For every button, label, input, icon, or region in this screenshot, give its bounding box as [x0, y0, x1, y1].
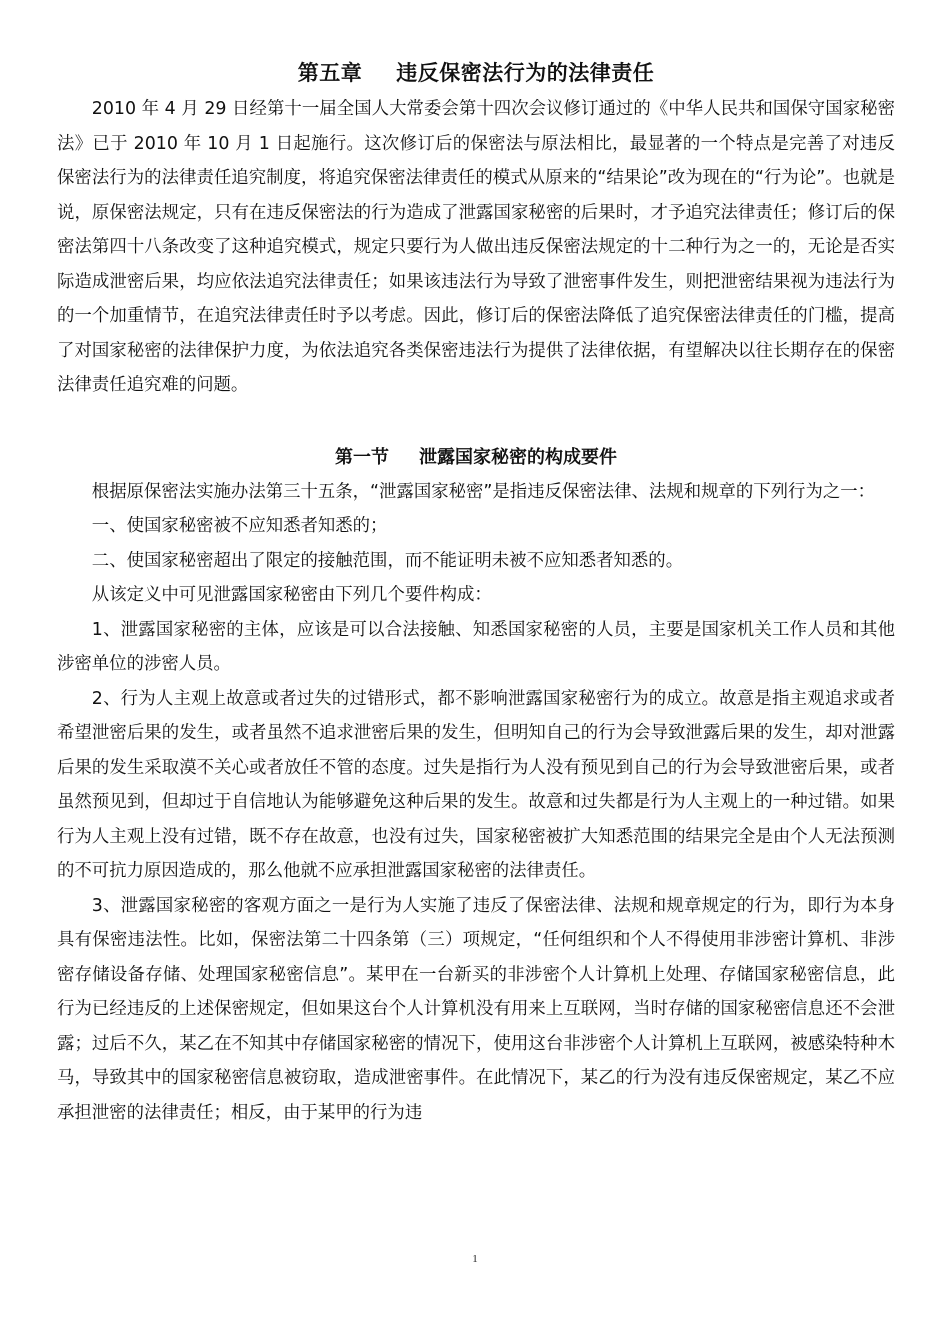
definition-paragraph: 根据原保密法实施办法第三十五条，“泄露国家秘密”是指违反保密法律、法规和规章的下列行为之一：: [91, 481, 876, 502]
definition-item-1: 一、使国家秘密被不应知悉者知悉的；: [91, 516, 388, 536]
element-1-paragraph: 1、泄露国家秘密的主体，应该是可以合法接触、知悉国家秘密的人员，主要是国家机关工作人员和其他涉密单位的涉密人员。: [57, 619, 895, 674]
chapter-title: [57, 56, 895, 90]
section-number: 第一节: [335, 446, 389, 468]
elements-intro-paragraph: 从该定义中可见泄露国家秘密由下列几个要件构成：: [91, 585, 492, 605]
element-2-paragraph: 2、行为人主观上故意或者过失的过错形式，都不影响泄露国家秘密行为的成立。故意是指主观追求或者希望泄密后果的发生，或者虽然不追求泄密后果的发生，但明知自己的行为会导致泄露后果的发生，却对泄露后果的发生采取漠不关心或者放任不管的态度。过失是指行为人没有预见到自己的行为会导致泄密后果，或者虽然预见到，但却过于自信地认为能够避免这种后果的发生。故意和过失都是行为人主观上的一种过错。如果行为人主观上没有过错，既不存在故意，也没有过失，国家秘密被扩大知悉范围的结果完全是由个人无法预测的不可抗力原因造成的，那么他就不应承担泄露国家秘密的法律责任。: [57, 688, 895, 881]
document-page: [57, 56, 895, 1130]
element-3-paragraph: 3、泄露国家秘密的客观方面之一是行为人实施了违反了保密法律、法规和规章规定的行为，即行为本身具有保密违法性。比如，保密法第二十四条第（三）项规定，“任何组织和个人不得使用非涉密计算机、非涉密存储设备存储、处理国家秘密信息”。某甲在一台新买的非涉密个人计算机上处理、存储国家秘密信息，此行为已经违反的上述保密规定，但如果这台个人计算机没有用来上互联网，当时存储的国家秘密信息还不会泄露；过后不久，某乙在不知其中存储国家秘密的情况下，使用这台非涉密个人计算机上互联网，被感染特种木马，导致其中的国家秘密信息被窃取，造成泄密事件。在此情况下，某乙的行为没有违反保密规定，某乙不应承担泄密的法律责任；相反，由于某甲的行为违: [57, 895, 895, 1123]
section-name: 泄露国家秘密的构成要件: [419, 446, 617, 468]
definition-item-2: 二、使国家秘密超出了限定的接触范围，而不能证明未被不应知悉者知悉的。: [91, 550, 684, 571]
intro-paragraph: 2010 年 4 月 29 日经第十一届全国人大常委会第十四次会议修订通过的《中华人民共和国保守国家秘密法》已于 2010 年 10 月 1 日起施行。这次修订后的保密法与原法相比，最显著的一个特点是完善了对违反保密法行为的法律责任追究制度，将追究保密法律责任的模式从原来的“结果论”改为现在的“行为论”。也就是说，原保密法规定，只有在违反保密法的行为造成了泄露国家秘密的后果时，才予追究法律责任；修订后的保密法第四十八条改变了这种追究模式，规定只要行为人做出违反保密法规定的十二种行为之一的，无论是否实际造成泄密后果，均应依法追究法律责任；如果该违法行为导致了泄密事件发生，则把泄密结果视为违法行为的一个加重情节，在追究法律责任时予以考虑。因此，修订后的保密法降低了追究保密法律责任的门槛，提高了对国家秘密的法律保护力度，为依法追究各类保密违法行为提供了法律依据，有望解决以往长期存在的保密法律责任追究难的问题。: [57, 99, 895, 395]
chapter-number: 第五章: [297, 61, 363, 85]
page-number: 1: [472, 1253, 478, 1265]
section-title: [57, 441, 895, 475]
chapter-name: 违反保密法行为的法律责任: [396, 61, 655, 85]
